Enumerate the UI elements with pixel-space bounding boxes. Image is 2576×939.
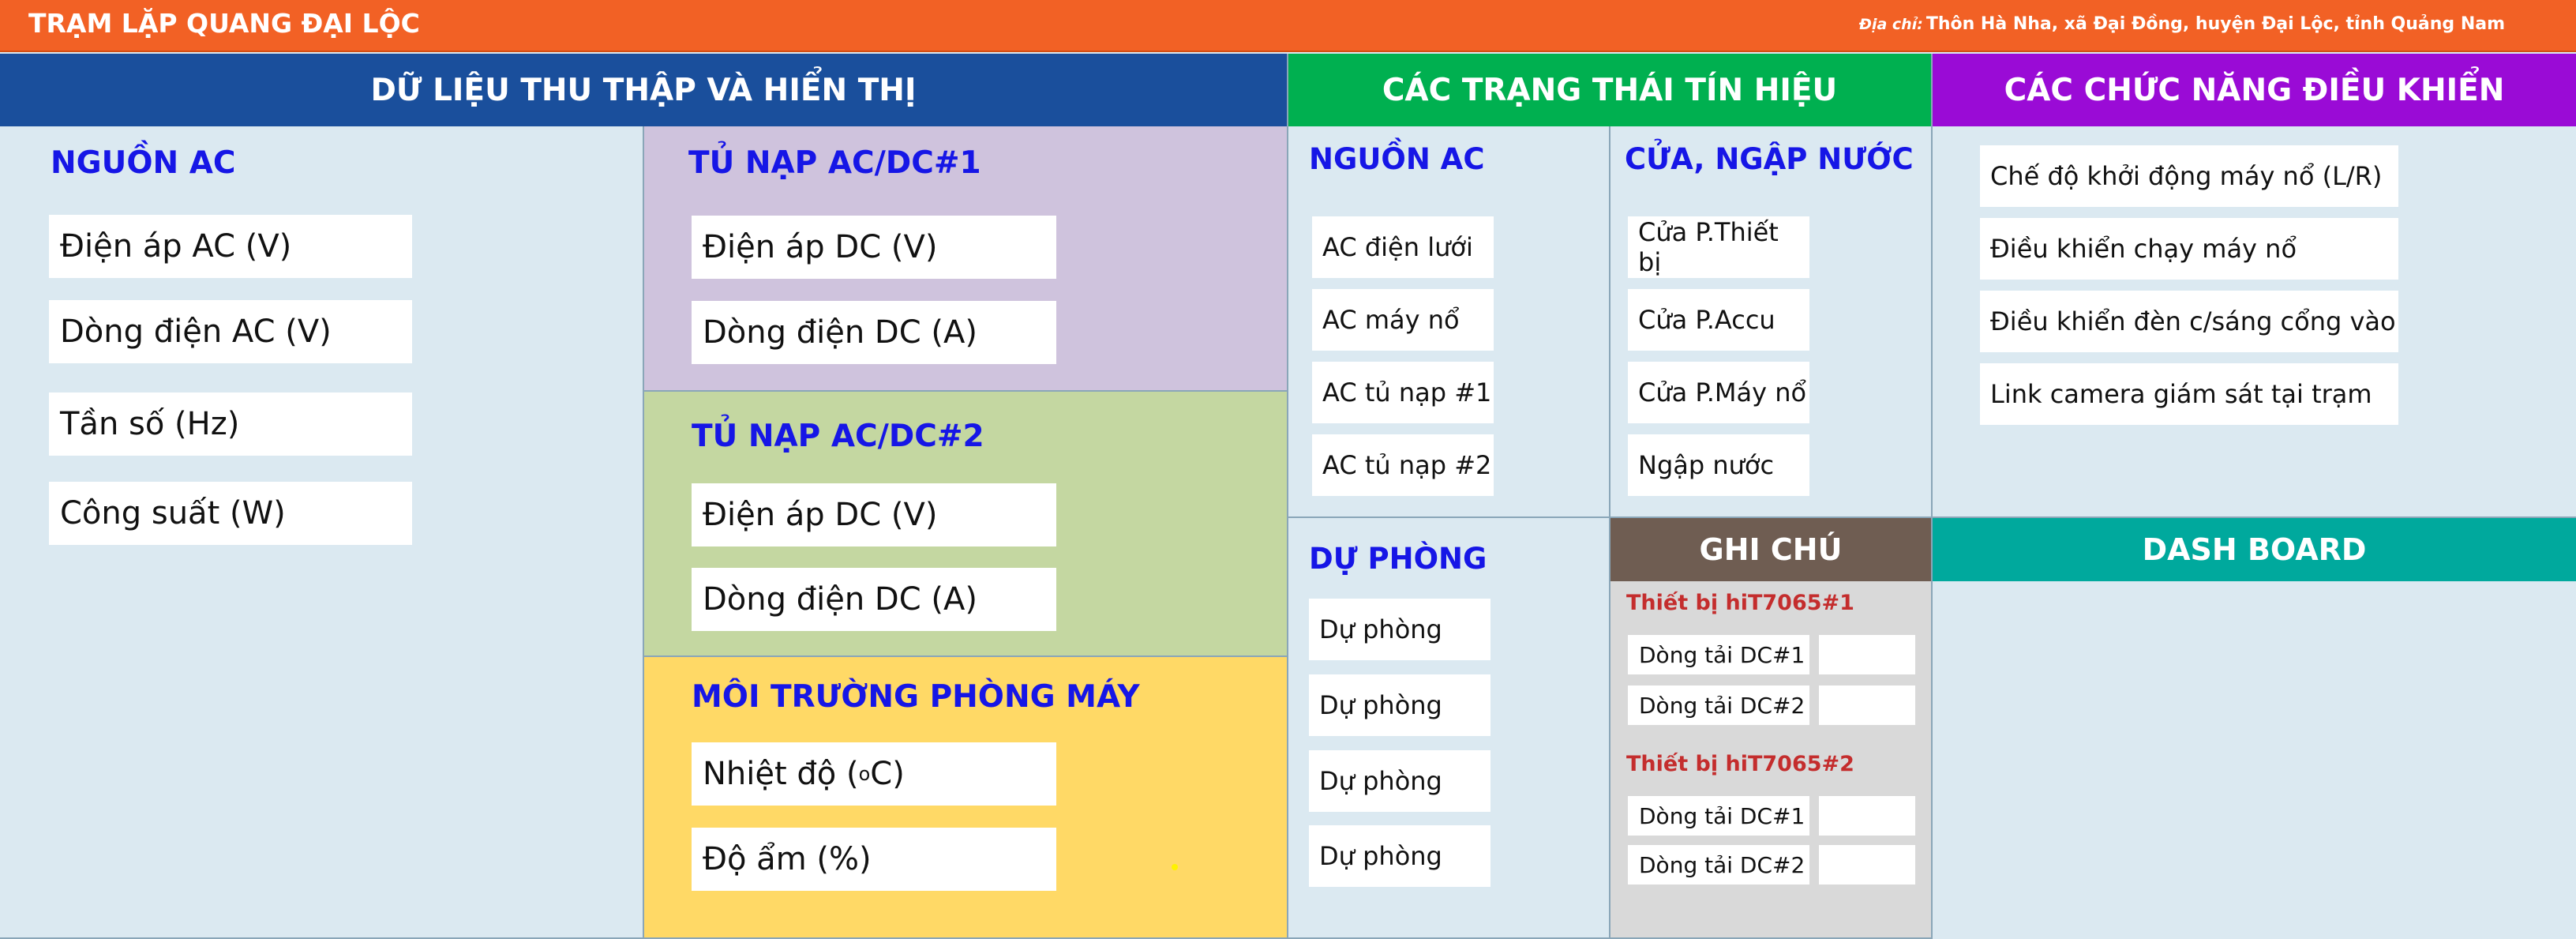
ac-source-panel	[0, 126, 644, 939]
temperature-unit: C)	[870, 756, 905, 792]
humidity-field: Độ ẩm (%)	[692, 828, 1056, 891]
notes-section-title: GHI CHÚ	[1699, 532, 1843, 567]
reserve-item-3: Dự phòng	[1309, 750, 1490, 812]
signals-section-title: CÁC TRẠNG THÁI TÍN HIỆU	[1382, 72, 1838, 108]
charger1-dc-current-field: Dòng điện DC (A)	[692, 301, 1056, 364]
control-run-generator-button[interactable]: Điều khiển chạy máy nổ	[1980, 218, 2398, 280]
ac-power-field: Công suất (W)	[49, 482, 412, 545]
controls-section-title: CÁC CHỨC NĂNG ĐIỀU KHIỂN	[2004, 72, 2505, 108]
temperature-field	[692, 742, 1056, 806]
address-text: Thôn Hà Nha, xã Đại Đồng, huyện Đại Lộc, tỉnh Quảng Nam	[1925, 14, 2505, 34]
charger1-dc-voltage-field: Điện áp DC (V)	[692, 216, 1056, 279]
charger2-dc-current-field: Dòng điện DC (A)	[692, 568, 1056, 631]
note-device1-dc1-value	[1819, 635, 1915, 674]
notes-section-header	[1610, 518, 1933, 581]
ac-current-field: Dòng điện AC (V)	[49, 300, 412, 363]
camera-link-button[interactable]: Link camera giám sát tại trạm	[1980, 363, 2398, 425]
station-address	[1859, 14, 2505, 34]
temperature-degree: o	[858, 763, 871, 785]
note-device1-dc1: Dòng tải DC#1	[1628, 635, 1809, 674]
dashboard-section-title: DASH BOARD	[2142, 532, 2367, 567]
note-device2-dc1-value	[1819, 796, 1915, 836]
charger1-panel	[644, 126, 1288, 392]
controls-section-header	[1933, 54, 2576, 126]
charger1-title: TỦ NẠP AC/DC#1	[688, 145, 981, 181]
signal-ac-grid: AC điện lưới	[1312, 216, 1494, 278]
environment-title: MÔI TRƯỜNG PHÒNG MÁY	[692, 679, 1140, 715]
note-device1-title: Thiết bị hiT7065#1	[1626, 591, 1854, 615]
ac-source-title: NGUỒN AC	[51, 145, 236, 181]
signal-ac-panel	[1288, 126, 1610, 518]
control-gate-light-button[interactable]: Điều khiển đèn c/sáng cổng vào	[1980, 291, 2398, 352]
ac-frequency-field: Tần số (Hz)	[49, 393, 412, 456]
dashboard-area	[1933, 581, 2576, 939]
address-label: Địa chỉ:	[1858, 16, 1923, 33]
signal-flood: Ngập nước	[1628, 434, 1809, 496]
signal-door-panel	[1610, 126, 1933, 518]
note-device1-dc2: Dòng tải DC#2	[1628, 685, 1809, 725]
signal-door-accu: Cửa P.Accu	[1628, 289, 1809, 351]
environment-panel	[644, 657, 1288, 939]
signal-ac-charger2: AC tủ nạp #2	[1312, 434, 1494, 496]
temperature-label: Nhiệt độ (	[703, 756, 859, 792]
reserve-panel	[1288, 518, 1610, 939]
ac-voltage-field: Điện áp AC (V)	[49, 215, 412, 278]
note-device2-title: Thiết bị hiT7065#2	[1626, 752, 1854, 776]
signals-section-header	[1288, 54, 1933, 126]
charger2-title: TỦ NẠP AC/DC#2	[692, 419, 984, 454]
signal-door-equipment: Cửa P.Thiết bị	[1628, 216, 1809, 278]
reserve-item-2: Dự phòng	[1309, 674, 1490, 736]
charger2-dc-voltage-field: Điện áp DC (V)	[692, 483, 1056, 546]
note-device2-dc2: Dòng tải DC#2	[1628, 845, 1809, 885]
note-device1-dc2-value	[1819, 685, 1915, 725]
dashboard-section-header[interactable]	[1933, 518, 2576, 581]
control-generator-mode-button[interactable]: Chế độ khởi động máy nổ (L/R)	[1980, 145, 2398, 207]
note-device2-dc2-value	[1819, 845, 1915, 885]
reserve-item-4: Dự phòng	[1309, 825, 1490, 887]
signal-door-title: CỬA, NGẬP NƯỚC	[1625, 142, 1914, 176]
controls-panel	[1933, 126, 2576, 518]
charger2-panel	[644, 392, 1288, 657]
notes-panel	[1610, 581, 1933, 939]
reserve-item-1: Dự phòng	[1309, 599, 1490, 660]
signal-ac-charger1: AC tủ nạp #1	[1312, 362, 1494, 423]
signal-ac-title: NGUỒN AC	[1309, 142, 1485, 176]
reserve-title: DỰ PHÒNG	[1309, 542, 1487, 576]
data-section-title: DỮ LIỆU THU THẬP VÀ HIỂN THỊ	[370, 72, 917, 108]
data-section-header	[0, 54, 1288, 126]
signal-door-generator: Cửa P.Máy nổ	[1628, 362, 1809, 423]
yellow-dot-marker	[1172, 864, 1178, 870]
station-title: TRẠM LẶP QUANG ĐẠI LỘC	[28, 8, 420, 39]
title-bar	[0, 0, 2576, 52]
signal-ac-generator: AC máy nổ	[1312, 289, 1494, 351]
note-device2-dc1: Dòng tải DC#1	[1628, 796, 1809, 836]
